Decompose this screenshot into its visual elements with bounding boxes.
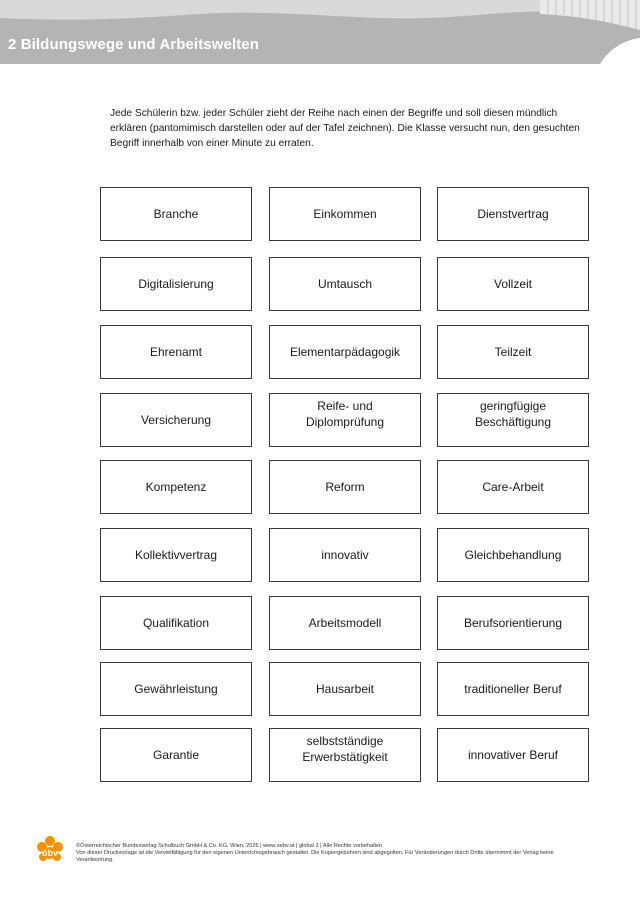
header-wave-graphic [0, 0, 640, 64]
term-card [269, 596, 421, 650]
term-card-label: Ehrenamt [149, 345, 203, 359]
term-card-label: Versicherung [140, 413, 212, 427]
term-card-label: innovativ [321, 548, 369, 562]
term-card-label: Reife- und Diplomprüfung [305, 399, 385, 429]
footer-line-1: ©Österreichischer Bundesverlag Schulbuch GmbH & Co. KG, Wien, 2026 | www.oebv.at | global 3 | Alle Rechte vorbehalten. [76, 843, 384, 849]
term-card [437, 596, 589, 650]
term-card [437, 662, 589, 716]
term-card [100, 728, 252, 782]
instructions-text: Jede Schülerin bzw. jeder Schüler zieht der Reihe nach einen der Begriffe und soll diesen mündlich erklären (pantomimisch darstellen oder auf der Tafel zeichnen). Die Klasse versucht nun, den gesuchten Begriff innerhalb von einer Minute zu erraten. [110, 108, 580, 149]
term-card-label: innovativer Beruf [467, 748, 559, 762]
term-card-label: Umtausch [317, 277, 373, 291]
term-card-label: Elementarpädagogik [289, 345, 401, 359]
term-card-label: Einkommen [313, 207, 377, 221]
term-card-label: Qualifikation [142, 616, 210, 630]
term-card-label: Kollektivvertrag [134, 548, 218, 562]
term-card [100, 257, 252, 311]
term-card-label: Branche [153, 207, 199, 221]
term-card-label: Gleichbehandlung [464, 548, 562, 562]
footer-copyright [76, 843, 576, 864]
term-card [100, 460, 252, 514]
term-card [437, 325, 589, 379]
term-card [269, 662, 421, 716]
term-card [269, 187, 421, 241]
term-card-label: Arbeitsmodell [308, 616, 382, 630]
term-card [437, 257, 589, 311]
term-card-label: traditioneller Beruf [464, 682, 562, 696]
term-card-label: Berufsorientierung [463, 616, 563, 630]
term-card-label: Teilzeit [494, 345, 532, 359]
page-header [0, 0, 640, 64]
term-card [100, 393, 252, 447]
logo-text: öbv [41, 848, 59, 858]
term-card [100, 187, 252, 241]
oebv-logo-icon [35, 832, 65, 864]
term-card-label: Hausarbeit [315, 682, 375, 696]
term-card [269, 728, 421, 782]
term-card [269, 528, 421, 582]
term-card-label: Garantie [152, 748, 200, 762]
term-card-label: Reform [325, 480, 365, 494]
term-card [100, 528, 252, 582]
term-card [100, 596, 252, 650]
term-card [269, 257, 421, 311]
term-card [437, 187, 589, 241]
footer-line-2: Von dieser Druckvorlage ist die Vervielfältigung für den eigenen Unterrichtsgebrauch gestattet. Die Kopiergebühren sind abgegolten. Für Veränderungen durch Dritte übernimmt der Verlag keine Verantwortung. [76, 850, 554, 863]
term-card [100, 662, 252, 716]
term-card [269, 460, 421, 514]
term-card-label: Care-Arbeit [482, 480, 544, 494]
term-card [437, 528, 589, 582]
term-card [269, 393, 421, 447]
term-card-label: Digitalisierung [138, 277, 214, 291]
term-card-label: Vollzeit [493, 277, 533, 291]
page-title: 2 Bildungswege und Arbeitswelten [8, 36, 260, 53]
term-card [437, 460, 589, 514]
term-card [437, 393, 589, 447]
term-card [437, 728, 589, 782]
term-card-label: geringfügige Beschäftigung [474, 399, 552, 429]
term-card-label: Dienstvertrag [477, 207, 549, 221]
term-card-label: selbstständige Erwerbstätigkeit [302, 734, 388, 764]
term-card-label: Gewährleistung [134, 682, 218, 696]
term-card [100, 325, 252, 379]
term-card-label: Kompetenz [145, 480, 207, 494]
term-card [269, 325, 421, 379]
